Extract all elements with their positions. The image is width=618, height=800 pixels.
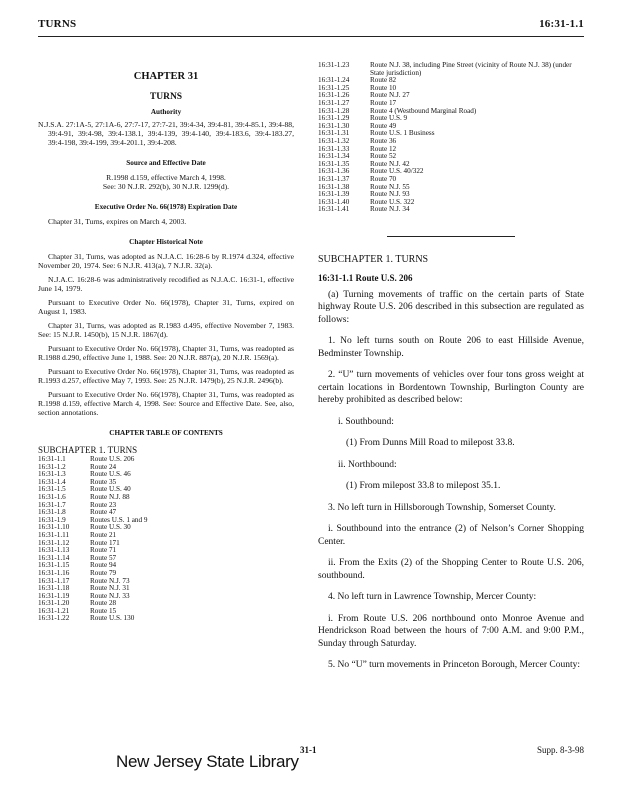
historical-note-paragraph: Chapter 31, Turns, was adopted as R.1983 d.495, effective November 7, 1983. See: 15 N.J.R. 1450(b), 15 N.J.R. 1867(d). [38, 321, 294, 339]
toc-section-number: 16:31-1.2 [38, 462, 66, 471]
toc-section-title: Route 171 [90, 538, 120, 547]
toc-section-number: 16:31-1.7 [38, 500, 66, 509]
toc-section-number: 16:31-1.12 [38, 538, 70, 547]
toc-section-number: 16:31-1.20 [38, 599, 70, 608]
toc-section-title: Route 47 [90, 508, 117, 517]
toc-section-title: Route N.J. 31 [90, 584, 130, 593]
toc-section-number: 16:31-1.28 [318, 106, 350, 115]
toc-section-number: 16:31-1.36 [318, 167, 350, 176]
toc-section-title: Route N.J. 38, including Pine Street (vicinity of Route N.J. 38) (under State jurisdiction) [370, 61, 572, 77]
toc-row [318, 85, 584, 93]
toc-section-title: Route 94 [90, 561, 117, 570]
toc-section-title: Route 79 [90, 568, 117, 577]
section-paragraph: (1) From Dunns Mill Road to milepost 33.8. [346, 438, 515, 449]
section-paragraph: (1) From milepost 33.8 to milepost 35.1. [346, 481, 501, 492]
toc-section-title: Route 35 [90, 477, 117, 486]
toc-section-number: 16:31-1.41 [318, 205, 350, 214]
section-paragraph: i. Southbound into the entrance (2) of Nelson’s Corner Shopping Center. [318, 524, 584, 547]
toc-heading: CHAPTER TABLE OF CONTENTS [109, 429, 223, 437]
toc-section-title: Route U.S. 130 [90, 614, 135, 623]
header-rule [38, 36, 584, 37]
section-paragraph: ii. From the Exits (2) of the Shopping Center to Route U.S. 206, southbound. [318, 558, 584, 581]
historical-note-heading: Chapter Historical Note [129, 238, 203, 246]
historical-note-paragraph: Pursuant to Executive Order No. 66(1978), Chapter 31, Turns, was readopted as R.1988 d.290, effective June 1, 1988. See: 20 N.J.R. 887(a), 20 N.J.R. 1569(a). [38, 344, 294, 362]
toc-row [318, 191, 584, 199]
toc-section-title: Route N.J. 27 [370, 91, 410, 100]
toc-section-title: Route 36 [370, 136, 397, 145]
toc-section-number: 16:31-1.19 [38, 591, 70, 600]
toc-row [318, 77, 584, 85]
toc-section-title: Route 21 [90, 530, 117, 539]
section-paragraph: 5. No “U” turn movements in Princeton Borough, Mercer County: [328, 660, 580, 671]
historical-note-paragraph: N.J.A.C. 16:28-6 was administratively recodified as N.J.A.C. 16:31-1, effective June 14, 1979. [38, 275, 294, 293]
historical-note-paragraph: Pursuant to Executive Order No. 66(1978), Chapter 31, Turns, was readopted as R.1998 d.159, effective March 4, 1998. See: Source and Effective Date. See, also, section annotations. [38, 390, 294, 417]
toc-row [318, 92, 584, 100]
supplement-date: Supp. 8-3-98 [537, 745, 584, 755]
toc-row [318, 108, 584, 116]
section-paragraph: 3. No left turn in Hillsborough Township, Somerset County. [328, 502, 556, 513]
source-heading: Source and Effective Date [126, 159, 206, 167]
toc-section-number: 16:31-1.24 [318, 76, 350, 85]
toc-section-title: Route N.J. 88 [90, 492, 130, 501]
toc-row [318, 146, 584, 154]
toc-section-number: 16:31-1.30 [318, 121, 350, 130]
toc-section-number: 16:31-1.10 [38, 523, 70, 532]
toc-row [318, 62, 584, 77]
section-paragraph: 4. No left turn in Lawrence Township, Mercer County: [328, 592, 537, 603]
section-paragraph: (a) Turning movements of traffic on the certain parts of State highway Route U.S. 206 described in this subsection are regulated as follows: [318, 289, 584, 325]
toc-section-title: Route U.S. 9 [370, 114, 408, 123]
toc-section-title: Route N.J. 33 [90, 591, 130, 600]
toc-section-title: Route U.S. 46 [90, 470, 131, 479]
toc-section-number: 16:31-1.9 [38, 515, 66, 524]
toc-section-number: 16:31-1.34 [318, 152, 350, 161]
section-paragraph: 1. No left turns south on Route 206 to east Hillside Avenue, Bedminster Township. [318, 336, 584, 359]
exec-order-heading: Executive Order No. 66(1978) Expiration Date [94, 203, 238, 211]
toc-section-number: 16:31-1.26 [318, 91, 350, 100]
header-title: TURNS [38, 18, 77, 30]
toc-section-title: Route 15 [90, 606, 117, 615]
toc-section-number: 16:31-1.38 [318, 182, 350, 191]
library-watermark: New Jersey State Library [116, 752, 299, 771]
toc-row [318, 168, 584, 176]
toc-section-title: Route 57 [90, 553, 117, 562]
toc-section-title: Route 23 [90, 500, 117, 509]
historical-note-paragraph: Chapter 31, Turns, was adopted as N.J.A.C. 16:28-6 by R.1974 d.324, effective November 20, 1974. See: 6 N.J.R. 413(a), 7 N.J.R. 32(a). [38, 252, 294, 270]
toc-section-number: 16:31-1.35 [318, 159, 350, 168]
toc-section-title: Route 82 [370, 76, 397, 85]
section-paragraph: ii. Northbound: [338, 459, 397, 470]
toc-section-number: 16:31-1.33 [318, 144, 350, 153]
toc-section-title: Route 17 [370, 98, 397, 107]
toc-section-title: Route 28 [90, 599, 117, 608]
toc-table-right [318, 62, 584, 214]
toc-section-title: Route 71 [90, 546, 117, 555]
toc-section-number: 16:31-1.25 [318, 83, 350, 92]
running-header [38, 18, 584, 34]
toc-row [318, 138, 584, 146]
toc-section-title: Route 52 [370, 152, 397, 161]
toc-section-title: Route N.J. 73 [90, 576, 130, 585]
section-paragraph: i. Southbound: [338, 416, 394, 427]
toc-row [318, 115, 584, 123]
toc-section-number: 16:31-1.6 [38, 492, 66, 501]
toc-row [318, 123, 584, 131]
toc-section-number: 16:31-1.40 [318, 197, 350, 206]
toc-section-number: 16:31-1.23 [318, 61, 350, 69]
toc-section-title: Route 24 [90, 462, 117, 471]
toc-section-number: 16:31-1.32 [318, 136, 350, 145]
toc-section-number: 16:31-1.27 [318, 98, 350, 107]
toc-section-number: 16:31-1.17 [38, 576, 70, 585]
chapter-number: CHAPTER 31 [133, 71, 199, 82]
source-line: R.1998 d.159, effective March 4, 1998. [106, 173, 226, 182]
toc-row [318, 161, 584, 169]
subchapter-heading: SUBCHAPTER 1. TURNS [318, 253, 429, 265]
toc-section-title: Route N.J. 42 [370, 159, 410, 168]
toc-section-title: Route U.S. 322 [370, 197, 415, 206]
toc-section-title: Routes U.S. 1 and 9 [90, 515, 148, 524]
section-paragraph: i. From Route U.S. 206 northbound onto Monroe Avenue and Hendrickson Road between the hours of 7:00 A.M. and 9:00 P.M., Sunday through Saturday. [318, 613, 584, 649]
toc-section-number: 16:31-1.22 [38, 614, 70, 623]
toc-section-number: 16:31-1.21 [38, 606, 70, 615]
toc-section-number: 16:31-1.15 [38, 561, 70, 570]
toc-section-title: Route N.J. 93 [370, 190, 410, 199]
toc-section-title: Route 49 [370, 121, 397, 130]
toc-subchapter: SUBCHAPTER 1. TURNS [38, 445, 138, 455]
toc-section-number: 16:31-1.14 [38, 553, 70, 562]
toc-section-title: Route U.S. 206 [90, 455, 135, 463]
toc-row [318, 184, 584, 192]
section-paragraph: 2. “U” turn movements of vehicles over four tons gross weight at certain locations in Bordentown Township, Burlington County are hereby prohibited as described below: [318, 370, 584, 406]
page-number: 31-1 [300, 745, 317, 755]
left-column [38, 62, 294, 623]
section-heading: 16:31-1.1 Route U.S. 206 [318, 272, 413, 283]
divider [387, 236, 515, 237]
toc-row [318, 130, 584, 138]
toc-section-number: 16:31-1.13 [38, 546, 70, 555]
toc-section-title: Route N.J. 34 [370, 205, 410, 214]
toc-section-number: 16:31-1.8 [38, 508, 66, 517]
historical-note-paragraph: Pursuant to Executive Order No. 66(1978), Chapter 31, Turns, was readopted as R.1993 d.257, effective May 7, 1993. See: 25 N.J.R. 1479(b), 25 N.J.R. 2496(b). [38, 367, 294, 385]
toc-row [318, 199, 584, 207]
toc-section-number: 16:31-1.1 [38, 455, 66, 463]
historical-note-paragraph: Pursuant to Executive Order No. 66(1978), Chapter 31, Turns, expired on August 1, 1983. [38, 298, 294, 316]
toc-section-number: 16:31-1.3 [38, 470, 66, 479]
source-line: See: 30 N.J.R. 292(b), 30 N.J.R. 1299(d). [102, 182, 230, 191]
toc-row [318, 153, 584, 161]
toc-section-title: Route N.J. 55 [370, 182, 410, 191]
toc-section-number: 16:31-1.5 [38, 485, 66, 494]
authority-text: N.J.S.A. 27:1A-5, 27:1A-6, 27:7-17, 27:7-21, 39:4-34, 39:4-81, 39:4-85.1, 39:4-88, 39:4-91, 39:4-98, 39:4-138.1, 39:4-139, 39:4-140, 39:4-183.6, 39:4-183.27, 39:4-198, 39:4-199, 39:4-201.1, 39:4-208. [38, 120, 294, 147]
toc-section-number: 16:31-1.11 [38, 530, 70, 539]
toc-section-title: Route U.S. 40/322 [370, 167, 424, 176]
toc-section-title: Route U.S. 1 Business [370, 129, 435, 138]
toc-section-number: 16:31-1.4 [38, 477, 66, 486]
toc-section-number: 16:31-1.16 [38, 568, 70, 577]
toc-section-title: Route 70 [370, 174, 397, 183]
toc-section-title: Route 10 [370, 83, 397, 92]
right-column [318, 62, 584, 681]
toc-section-title: Route U.S. 30 [90, 523, 131, 532]
toc-section-number: 16:31-1.37 [318, 174, 350, 183]
toc-row [318, 176, 584, 184]
toc-section-number: 16:31-1.31 [318, 129, 350, 138]
toc-section-number: 16:31-1.29 [318, 114, 350, 123]
toc-section-number: 16:31-1.39 [318, 190, 350, 199]
exec-order-text: Chapter 31, Turns, expires on March 4, 2003. [48, 217, 187, 226]
header-section: 16:31-1.1 [539, 18, 584, 30]
toc-table-left [38, 456, 148, 623]
toc-row [318, 206, 584, 214]
toc-row [38, 615, 148, 623]
toc-section-title: Route 4 (Westbound Marginal Road) [370, 106, 477, 115]
authority-heading: Authority [150, 108, 182, 116]
toc-section-number: 16:31-1.18 [38, 584, 70, 593]
chapter-title: TURNS [149, 92, 183, 102]
toc-section-title: Route U.S. 40 [90, 485, 131, 494]
toc-section-title: Route 12 [370, 144, 397, 153]
